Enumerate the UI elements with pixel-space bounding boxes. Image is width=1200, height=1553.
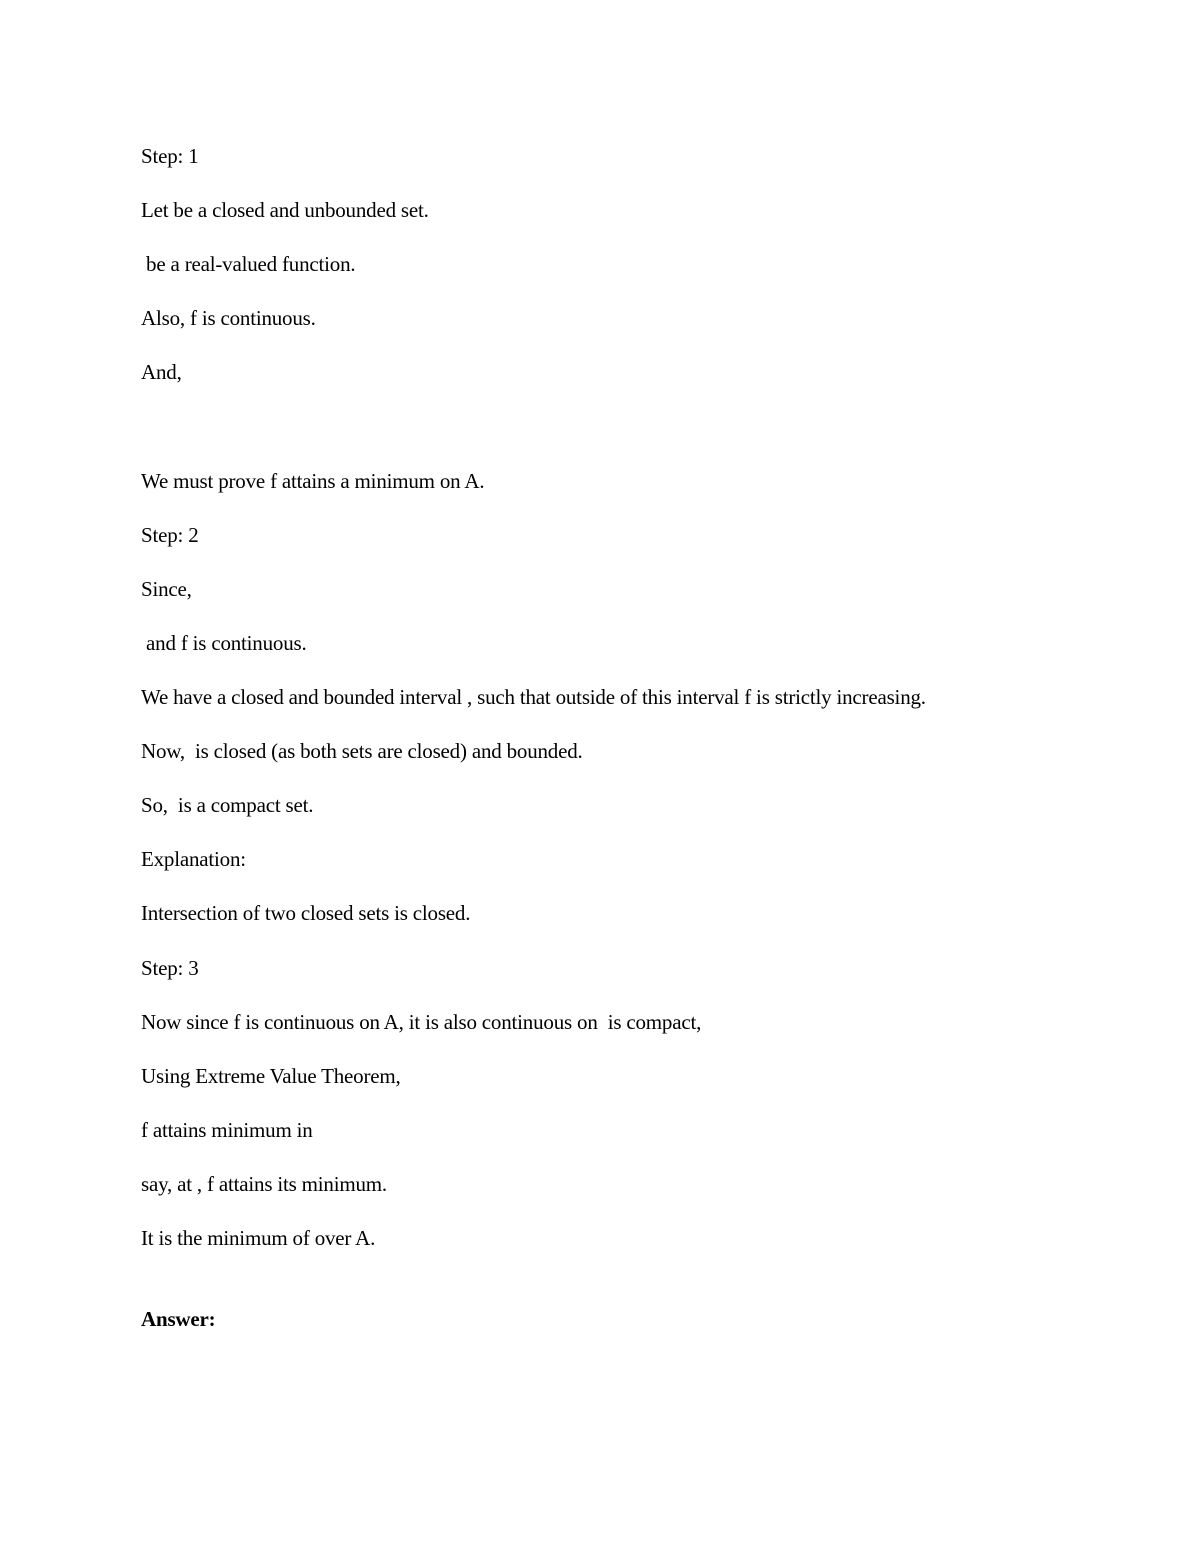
step-1-heading: Step: 1 [141, 144, 199, 168]
text-line: say, at , f attains its minimum. [141, 1172, 387, 1196]
text-line: be a real-valued function. [141, 252, 356, 276]
text-line: And, [141, 360, 182, 384]
text-line: and f is continuous. [141, 631, 307, 655]
text-line: f attains minimum in [141, 1118, 313, 1142]
text-line: We must prove f attains a minimum on A. [141, 469, 485, 493]
text-line: It is the minimum of over A. [141, 1226, 376, 1250]
text-line: Using Extreme Value Theorem, [141, 1064, 401, 1088]
step-2-heading: Step: 2 [141, 523, 199, 547]
text-line: Now, is closed (as both sets are closed) and bounded. [141, 739, 583, 763]
text-line: Also, f is continuous. [141, 306, 316, 330]
text-line: So, is a compact set. [141, 793, 314, 817]
step-3-heading: Step: 3 [141, 956, 199, 980]
answer-label: Answer: [141, 1307, 216, 1331]
text-line: We have a closed and bounded interval , such that outside of this interval f is strictly increasing. [141, 685, 926, 709]
text-line: Since, [141, 577, 192, 601]
text-line: Now since f is continuous on A, it is also continuous on is compact, [141, 1010, 702, 1034]
text-line: Intersection of two closed sets is closed. [141, 901, 471, 925]
text-line: Let be a closed and unbounded set. [141, 198, 429, 222]
explanation-heading: Explanation: [141, 847, 246, 871]
